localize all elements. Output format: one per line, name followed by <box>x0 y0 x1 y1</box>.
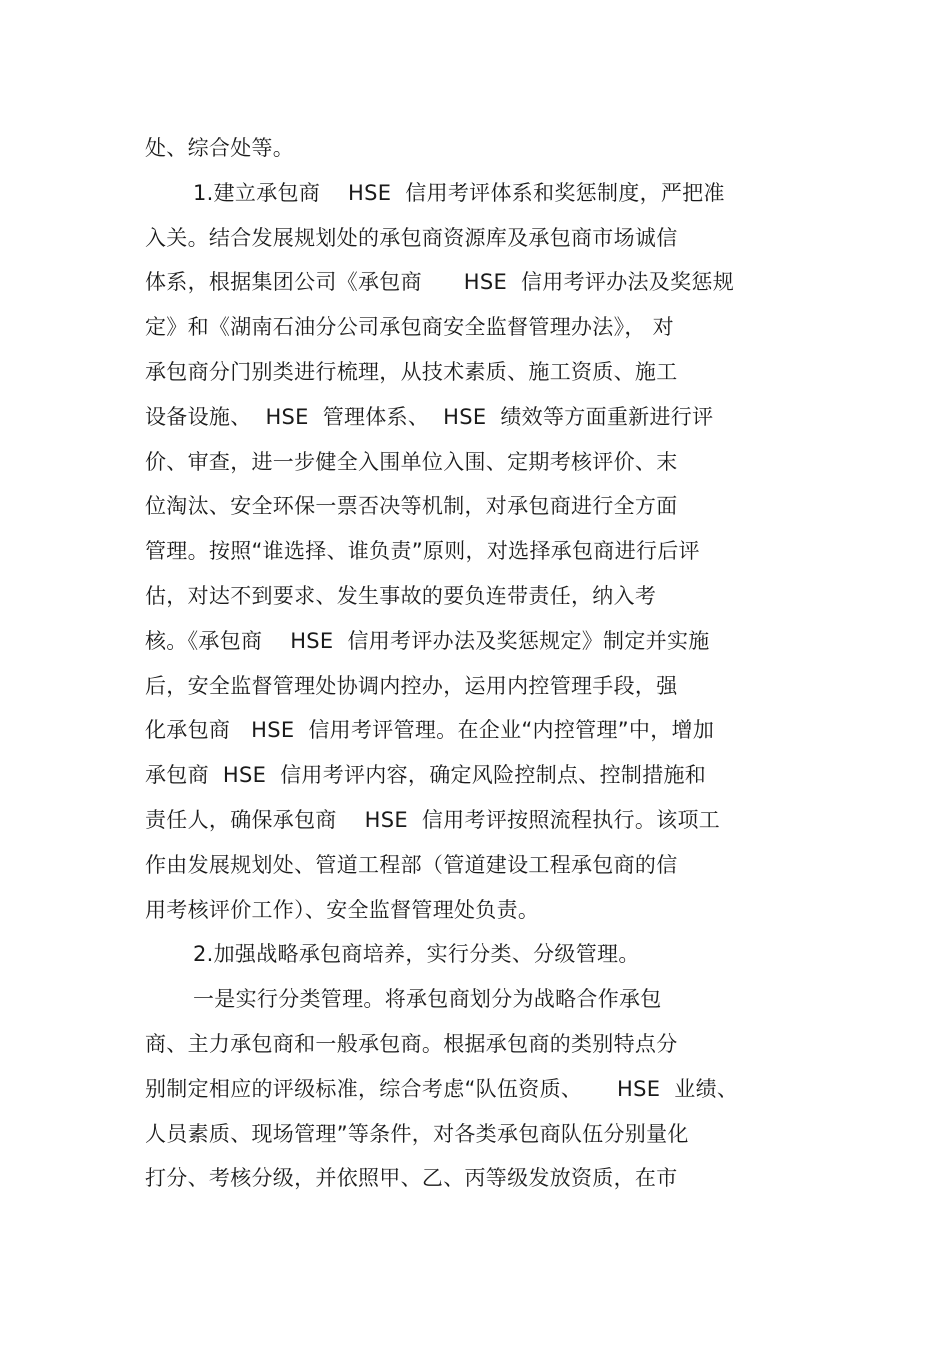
text-line: 后，安全监督管理处协调内控办，运用内控管理手段，强 <box>145 673 678 698</box>
body-text <box>145 126 845 1201</box>
text-line: 管理。按照“谁选择、谁负责”原则，对选择承包商进行后评 <box>145 539 700 564</box>
text-line: 承包商分门别类进行梳理，从技术素质、施工资质、施工 <box>145 359 678 384</box>
text-line: 定》和《湖南石油分公司承包商安全监督管理办法》， 对 <box>145 315 674 340</box>
text-line: 人员素质、现场管理”等条件，对各类承包商队伍分别量化 <box>145 1121 689 1146</box>
text-line: 别制定相应的评级标准，综合考虑“队伍资质、 HSE 业绩、 <box>145 1076 739 1101</box>
text-line: 一是实行分类管理。将承包商划分为战略合作承包 <box>193 987 662 1012</box>
text-line: 估，对达不到要求、发生事故的要负连带责任，纳入考 <box>145 583 657 608</box>
text-line: 化承包商 HSE 信用考评管理。在企业“内控管理”中，增加 <box>145 718 715 743</box>
text-line: 价、审查，进一步健全入围单位入围、定期考核评价、末 <box>145 449 678 474</box>
text-line: 承包商 HSE 信用考评内容，确定风险控制点、控制措施和 <box>145 763 707 788</box>
text-line: 1.建立承包商 HSE 信用考评体系和奖惩制度，严把准 <box>193 180 725 205</box>
text-line: 作由发展规划处、管道工程部（管道建设工程承包商的信 <box>145 852 678 877</box>
text-line: 设备设施、 HSE 管理体系、 HSE 绩效等方面重新进行评 <box>145 404 714 429</box>
text-line: 体系，根据集团公司《承包商 HSE 信用考评办法及奖惩规 <box>145 270 734 295</box>
text-line: 打分、考核分级，并依照甲、乙、丙等级发放资质，在市 <box>145 1166 678 1191</box>
text-line: 处、综合处等。 <box>145 136 295 160</box>
text-line: 商、主力承包商和一般承包商。根据承包商的类别特点分 <box>145 1031 678 1056</box>
text-line: 责任人，确保承包商 HSE 信用考评按照流程执行。该项工 <box>145 807 721 832</box>
text-line: 核。《承包商 HSE 信用考评办法及奖惩规定》制定并实施 <box>145 628 710 653</box>
text-line: 2.加强战略承包商培养，实行分类、分级管理。 <box>193 942 640 967</box>
text-line: 位淘汰、安全环保一票否决等机制，对承包商进行全方面 <box>145 494 678 519</box>
text-line: 用考核评价工作）、安全监督管理处负责。 <box>145 897 540 922</box>
text-line: 入关。结合发展规划处的承包商资源库及承包商市场诚信 <box>145 225 678 250</box>
